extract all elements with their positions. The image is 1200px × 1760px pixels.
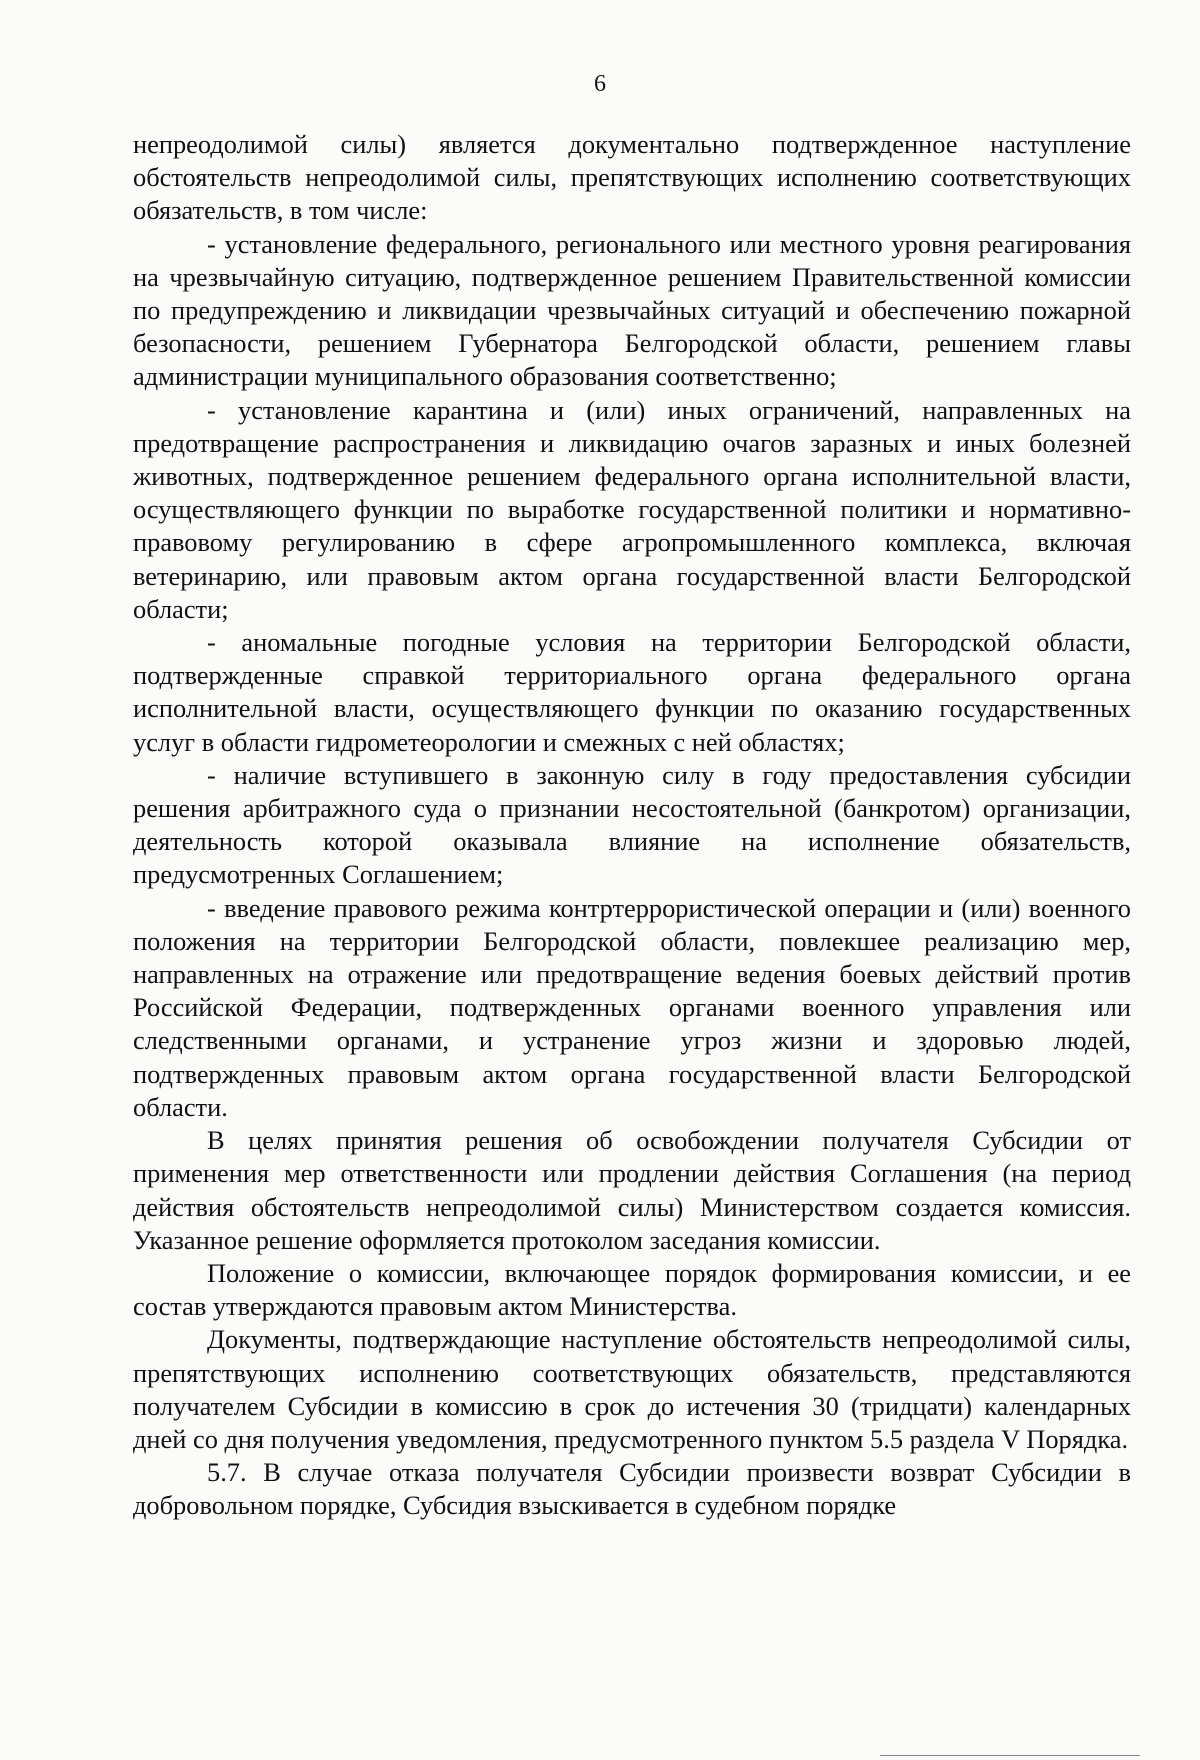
page-number: 6 [594, 71, 606, 97]
list-item-counterterrorism: - введение правового режима контртеррористической операции и (или) военного положения на территории Белгородской области, повлекшее реализацию мер, направленных на отражение или предотвращение ведения боевых действий против Российской Федерации, подтвержденных органами военного управления или следственными органами, и устранение угроз жизни и здоровью людей, подтвержденных правовым актом органа государственной власти Белгородской области. [133, 892, 1131, 1122]
list-item-bankruptcy: - наличие вступившего в законную силу в году предоставления субсидии решения арбитражного суда о признании несостоятельной (банкротом) организации, деятельность которой оказывала влияние на исполнение обязательств, предусмотренных Соглашением; [133, 759, 1131, 890]
paragraph-commission-regulation: Положение о комиссии, включающее порядок формирования комиссии, и ее состав утверждаются правовым актом Министерства. [133, 1257, 1131, 1322]
paragraph-continuation: непреодолимой силы) является документально подтвержденное наступление обстоятельств непреодолимой силы, препятствующих исполнению соответствующих обязательств, в том числе: [133, 129, 1131, 226]
list-item-quarantine: - установление карантина и (или) иных ограничений, направленных на предотвращение распространения и ликвидацию очагов заразных и иных болезней животных, подтвержденное решением федерального органа исполнительной власти, осуществляющего функции по выработке государственной политики и нормативно-правовому регулированию в сфере агропромышленного комплекса, включая ветеринарию, или правовым актом органа государственной власти Белгородской области; [133, 394, 1131, 624]
scan-edge-line [880, 1755, 1140, 1756]
paragraph-5-7: 5.7. В случае отказа получателя Субсидии произвести возврат Субсидии в добровольном порядке, Субсидия взыскивается в судебном порядке [133, 1457, 1131, 1521]
paragraph-commission: В целях принятия решения об освобождении получателя Субсидии от применения мер ответственности или продлении действия Соглашения (на период действия обстоятельств непреодолимой силы) Министерством создается комиссия. Указанное решение оформляется протоколом заседания комиссии. [133, 1125, 1131, 1255]
paragraph-documents: Документы, подтверждающие наступление обстоятельств непреодолимой силы, препятствующих исполнению соответствующих обязательств, представляются получателем Субсидии в комиссию в срок до истечения 30 (тридцати) календарных дней со дня получения уведомления, предусмотренного пунктом 5.5 раздела V Порядка. [133, 1324, 1131, 1454]
body-text [133, 128, 1131, 1523]
list-item-weather: - аномальные погодные условия на территории Белгородской области, подтвержденные справкой территориального органа федерального органа исполнительной власти, осуществляющего функции по оказанию государственных услуг в области гидрометеорологии и смежных с ней областях; [133, 627, 1131, 757]
list-item-emergency: - установление федерального, регионального или местного уровня реагирования на чрезвычайную ситуацию, подтвержденное решением Правительственной комиссии по предупреждению и ликвидации чрезвычайных ситуаций и обеспечению пожарной безопасности, решением Губернатора Белгородской области, решением главы администрации муниципального образования соответственно; [133, 228, 1131, 392]
